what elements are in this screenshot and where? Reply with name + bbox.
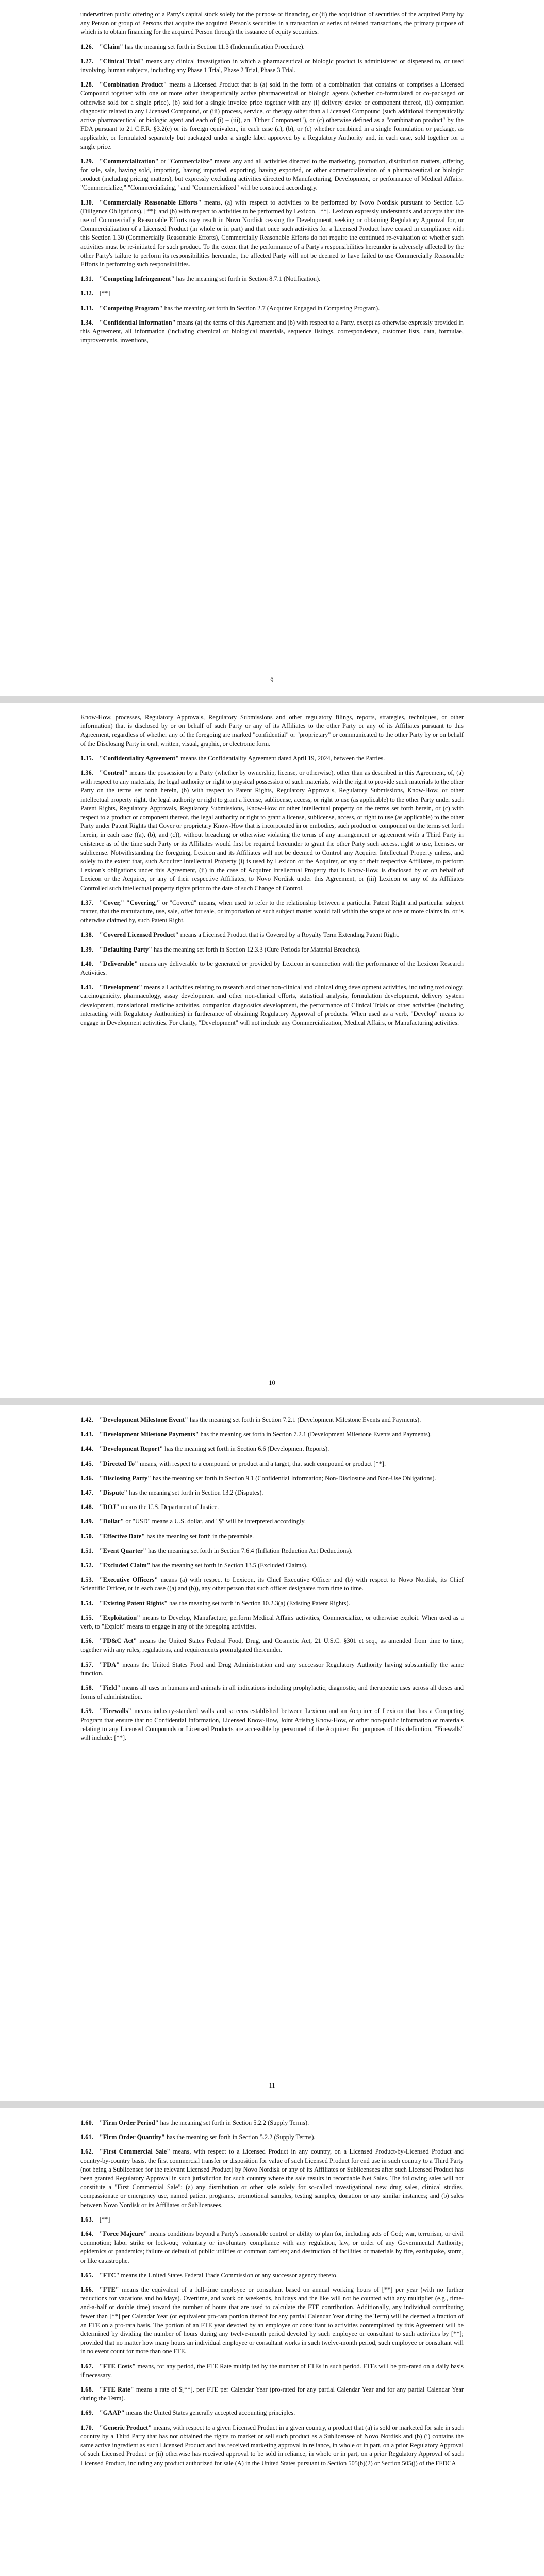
definition-text: has the meaning set forth in Section 7.2.1 (Development Milestone Events and Payments). [188,1416,421,1423]
defined-term: "Development Milestone Event" [99,1416,188,1423]
defined-term: "Defaulting Party" [99,945,152,953]
defined-term: "Firewalls" [99,1707,132,1715]
definition-paragraph [80,2133,464,2142]
definition-paragraph [80,2285,464,2357]
definition-text: means, with respect to a given Licensed Product in a given country, a product that (a) is sold or marketed for sale in such country by a Third Party that has not obtained the rights to market or sell such product as a Sublicensee of Novo Nordisk and (b) (i) contains the same active ingredient as such Licensed Product and has received marketing approval in reliance, in whole or in part, on a prior Regulatory Approval of such Licensed Product or (ii) otherwise has received approval to be sold in reliance, in whole or in part, on a prior Regulatory Approval of such Licensed Product, including any product authorized for sale (A) in the United States pursuant to Section 505(b)(2) or Section 505(j) of the FFDCA [80,2424,464,2467]
defined-term: "Directed To" [99,1460,138,1467]
section-number: 1.69. [80,2409,93,2417]
definition-text: means the United States Federal Trade Commission or any successor agency thereto. [119,2271,338,2279]
document-page [0,0,544,696]
definition-paragraph [80,769,464,893]
section-number: 1.49. [80,1518,93,1526]
defined-term: "Executive Officers" [99,1576,158,1584]
definition-paragraph [80,945,464,954]
definition-text: means, with respect to a Licensed Product in any country, on a Licensed Product-by-Licensed Product and country-by-country basis, the first commercial transfer or disposition for value of such Licensed Product for end use in such country to a Third Party (not being a Sublicensee for the relevant Licensed Product) by Novo Nordisk or any of its Affiliates or Sublicensees after such Licensed Product has been granted Regulatory Approval in such jurisdiction for such country where the sale results in recordable Net Sales. The following sales will not constitute a "First Commercial Sale": (a) any distribution or other sale solely for so-called investigational new drug sales, clinical studies, compassionate or emergency use, named patient programs, promotional samples, testing samples, donation or any similar instances; and (b) sales between Novo Nordisk or its Affiliates or Sublicensees. [80,2148,464,2209]
defined-term: "Control" [99,769,128,777]
section-number: 1.26. [80,43,93,50]
defined-term: "Cover," "Covering," [99,899,160,906]
definition-paragraph [80,1660,464,1678]
definition-paragraph [80,1416,464,1425]
definition-text: has the meaning set forth in Section 10.2.3(a) (Existing Patent Rights). [167,1599,350,1607]
definition-paragraph [80,2409,464,2417]
defined-term: "FTC" [99,2271,120,2279]
section-number: 1.56. [80,1637,93,1645]
page-number: 10 [269,1379,275,1386]
definition-paragraph [80,754,464,763]
section-number: 1.30. [80,198,93,206]
definition-paragraph [80,1614,464,1631]
page-number: 11 [269,2082,275,2089]
definition-text: [**] [99,2215,110,2223]
definition-text: or "Commercialize" means any and all activities directed to the marketing, promotion, distribution matters, offering for sale, sale, having sold, importing, having imported, exporting, having exported, or other commercialization of a pharmaceutical or biologic product (including pricing matters), but expressly excluding activities directed to Manufacturing, Development, or performance of Medical Affairs. "Commercialize," "Commercializing," and "Commercialized" will be construed accordingly. [80,157,464,192]
section-number: 1.51. [80,1547,93,1554]
definition-paragraph [80,1532,464,1541]
definition-text: underwritten public offering of a Party's capital stock solely for the purpose of financing, or (ii) the acquisition of securities of the acquired Party by any Person or group of Persons that acquire the acquired Person's securities in a transaction or series of related transactions, the primary purpose of which is to obtain financing for the acquired Person through the issuance of equity securities. [80,11,464,36]
defined-term: "FTE Costs" [99,2362,136,2370]
definition-paragraph [80,1445,464,1453]
definition-text: means, (a) with respect to activities to be performed by Novo Nordisk pursuant to Section 6.5 (Diligence Obligations), [**]; and (b) with respect to activities to be performed by Lexicon, [**]. Lexicon expressly understands and accepts that the use of Commercially Reasonable Efforts may result in Novo Nordisk ceasing the Development, seeking or obtaining Regulatory Approval for, or Commercialization of a Licensed Product (in whole or in part) and that once such activities for a Licensed Product have ceased in compliance with this Section 1.30 (Commercially Reasonable Efforts), Commercially Reasonable Efforts do not require the continued re-evaluation of whether such activities must be re-initiated for such product. To the extent that the performance of a Party's responsibilities hereunder is adversely affected by the other Party's failure to perform its responsibilities hereunder, the affected Party will not be deemed to have failed to use Commercially Reasonable Efforts in performing such responsibilities. [80,198,464,268]
definition-paragraph [80,1637,464,1654]
defined-term: "First Commercial Sale" [99,2148,171,2156]
defined-term: "Disclosing Party" [99,1474,151,1482]
definition-text: means conditions beyond a Party's reasonable control or ability to plan for, including acts of God; war, terrorism, or civil commotion; labor strike or lock-out; voluntary or involuntary compliance with any regulation, law, or order of any Governmental Authority; epidemics or pandemics; failure or default of public utilities or common carriers; and destruction of facilities or materials by fire, earthquake, storm, or like catastrophe. [80,2230,464,2264]
definition-text: means the United States Federal Food, Drug, and Cosmetic Act, 21 U.S.C. §301 et seq., as amended from time to time, together with any rules, regulations, and requirements promulgated thereunder. [80,1637,464,1654]
definition-text: means all uses in humans and animals in all indications including prophylactic, diagnostic, and therapeutic uses across all doses and forms of administration. [80,1684,464,1701]
section-number: 1.34. [80,318,93,326]
definition-paragraph [80,304,464,313]
defined-term: "Deliverable" [99,960,138,968]
definition-paragraph [80,930,464,939]
section-number: 1.40. [80,960,93,968]
definition-paragraph [80,1488,464,1497]
definition-text: means a Licensed Product that is (a) sold in the form of a combination that contains or comprises a Licensed Compound together with one or more other therapeutically active pharmaceutical or biologic agents (whether co-formulated or co-packaged or otherwise sold for a single price), (b) sold for a single invoice price together with any (i) delivery device or component thereof, (ii) companion diagnostic related to any Licensed Compound, or (iii) process, service, or therapy other than a Licensed Compound (such additional therapeutically active pharmaceutical or biologic agent and each of (i) – (iii), an "Other Component"), or (c) otherwise defined as a "combination product" by the FDA pursuant to 21 C.F.R. §3.2(e) or its foreign equivalent, in each case (a), (b), or (c) whether combined in a single formulation or package, as applicable, or formulated separately but packaged under a single label approved by a Regulatory Authority and, in each case, sold together for a single price. [80,81,464,150]
definition-text: has the meaning set forth in Section 2.7 (Acquirer Engaged in Competing Program). [162,304,380,312]
defined-term: "Development Milestone Payments" [99,1431,199,1438]
document-page [0,1405,544,2101]
definition-paragraph [80,713,464,749]
section-number: 1.65. [80,2271,93,2279]
definition-paragraph [80,1707,464,1742]
section-number: 1.55. [80,1614,93,1621]
definition-paragraph [80,1561,464,1570]
defined-term: "Confidential Information" [99,318,176,326]
definition-text: means any deliverable to be generated or provided by Lexicon in connection with the performance of the Lexicon Research Activities. [80,960,464,977]
definition-paragraph [80,2215,464,2224]
definition-text: has the meaning set forth in Section 5.2.2 (Supply Terms). [158,2119,309,2126]
definition-paragraph [80,1684,464,1701]
definition-paragraph [80,2362,464,2380]
section-number: 1.27. [80,57,93,65]
section-number: 1.31. [80,275,93,283]
definition-paragraph [80,983,464,1027]
section-number: 1.43. [80,1431,93,1438]
defined-term: "Commercially Reasonable Efforts" [99,198,202,206]
definition-paragraph [80,1599,464,1608]
definition-text: means (a) with respect to Lexicon, its Chief Executive Officer and (b) with respect to Novo Nordisk, its Chief Scientific Officer, or in each case ((a) and (b)), any other person that such officer designates from time to time. [80,1576,464,1592]
definition-text: means the United States Food and Drug Administration and any successor Regulatory Authority having substantially the same function. [80,1660,464,1677]
section-number: 1.39. [80,945,93,953]
section-number: 1.41. [80,984,93,991]
defined-term: "Dispute" [99,1489,128,1497]
section-number: 1.68. [80,2386,93,2394]
definition-text: means the possession by a Party (whether by ownership, license, or otherwise), other than as described in this Agreement, of, (a) with respect to any materials, the legal authority or right to physical possession of such materials, with the right to provide such materials to the other Party on the terms set forth herein, (b) with respect to Patent Rights, Regulatory Approvals, Regulatory Submissions, Know-How, or other intellectual property right, the legal authority or right to grant a license, sublicense, access, or right to use (as applicable) to the other Party under such Patent Rights, Regulatory Approvals, Regulatory Submissions, Know-How or other intellectual property on the terms set forth herein, or (c) with respect to a product or component thereof, the legal authority or right to grant a license, sublicense, access, or right to use (as applicable) to the other Party under Patent Rights that Cover or proprietary Know-How that is incorporated in or embodies, such product or component on the terms set forth herein, in each case ((a), (b), and (c)), without breaching or otherwise violating the terms of any arrangement or agreement with a Third Party in existence as of the time such Party or its Affiliates would first be required hereunder to grant the other Party such access, right to use, licenses, or sublicense. Notwithstanding the foregoing, Lexicon and its Affiliates will not be deemed to Control any Acquirer Intellectual Property unless, and solely to the extent that, such Acquirer Intellectual Property (i) is used by Lexicon or the Acquirer, or any of their respective Affiliates, to perform Lexicon's obligations under this Agreement, (ii) in the case of Acquirer Intellectual Property that is Know-How, is disclosed by or on behalf of Lexicon or the Acquirer, or any of their respective Affiliates, to Novo Nordisk under this Agreement, or (iii) Lexicon or any of its Affiliates Controlled such intellectual property rights prior to the date of such Change of Control. [80,769,464,892]
section-number: 1.63. [80,2215,93,2223]
defined-term: "Development Report" [99,1445,163,1453]
page-number: 9 [270,676,274,684]
section-number: 1.52. [80,1562,93,1569]
section-number: 1.32. [80,290,93,297]
defined-term: "Existing Patent Rights" [99,1599,168,1607]
definition-paragraph [80,1503,464,1512]
definition-text: has the meaning set forth in Section 9.1 (Confidential Information; Non-Disclosure and Non-Use Obligations). [151,1474,436,1482]
defined-term: "FTE" [99,2286,119,2294]
section-number: 1.38. [80,931,93,939]
defined-term: "Competing Program" [99,304,163,312]
definition-paragraph [80,318,464,345]
defined-term: "Covered Licensed Product" [99,931,179,939]
definition-text: or "Covered" means, when used to refer to the relationship between a particular Patent Right and particular subject matter, that the manufacture, use, sale, offer for sale, or importation of such subject matter would fall within the scope of one or more claims in, or is otherwise claimed by, such Patent Right. [80,899,464,924]
definition-text: has the meaning set forth in Section 13.5 (Excluded Claims). [150,1562,308,1569]
definition-paragraph [80,2119,464,2127]
definition-paragraph [80,2271,464,2280]
section-number: 1.57. [80,1660,93,1668]
defined-term: "FTE Rate" [99,2386,134,2394]
section-number: 1.53. [80,1576,93,1584]
definition-paragraph [80,960,464,977]
section-number: 1.59. [80,1707,93,1715]
defined-term: "Claim" [99,43,123,50]
section-number: 1.62. [80,2148,93,2156]
definition-paragraph [80,289,464,298]
definition-text: [**] [99,290,110,297]
definition-paragraph [80,157,464,193]
definition-paragraph [80,1517,464,1526]
definition-text: means the Confidentiality Agreement dated April 19, 2024, between the Parties. [179,754,385,762]
section-number: 1.48. [80,1503,93,1511]
defined-term: "Event Quarter" [99,1547,146,1554]
section-number: 1.64. [80,2230,93,2238]
definition-text: means a Licensed Product that is Covered by a Royalty Term Extending Patent Right. [178,931,400,939]
definition-text: has the meaning set forth in Section 5.2.2 (Supply Terms). [164,2133,316,2141]
section-number: 1.29. [80,157,93,165]
definition-text: means the equivalent of a full-time employee or consultant based on annual working hours of [**] per year (with no further reductions for vacations and holidays). Overtime, and work on weekends, holidays and the like will not be counted with any multiplier (e.g., time-and-a-half or double time) toward the number of hours that are used to calculate the FTE contribution. Additionally, any individual contributing fewer than [**] per Calendar Year (or equivalent pro-rata portion thereof for any partial Calendar Year during the Term) will be deemed a fraction of an FTE on a pro-rata basis. The portion of an FTE year devoted by an employee or consultant to activities contemplated by this Agreement will be determined by dividing the number of hours during any twelve-month period devoted by such employee or consultant to such activities by [**]; provided that no matter how many hours an individual employee or consultant works in such twelve-month period, such employee or consultant will in no event count for more than one FTE. [80,2286,464,2355]
definition-paragraph [80,2147,464,2209]
definition-text: or "USD" means a U.S. dollar, and "$" will be interpreted accordingly. [124,1518,306,1526]
definition-text: means, with respect to a compound or product and a target, that such compound or product [**]. [138,1460,386,1467]
definition-paragraph [80,10,464,37]
defined-term: "Firm Order Quantity" [99,2133,165,2141]
section-number: 1.60. [80,2119,93,2126]
definition-text: means, for any period, the FTE Rate multiplied by the number of FTEs in such period. FTEs will be pro-rated on a daily basis if necessary. [80,2362,464,2379]
definition-text: has the meaning set forth in Section 8.7.1 (Notification). [174,275,321,283]
definition-paragraph [80,1430,464,1439]
section-number: 1.36. [80,769,93,777]
defined-term: "Competing Infringement" [99,275,175,283]
defined-term: "FD&C Act" [99,1637,137,1645]
defined-term: "DOJ" [99,1503,120,1511]
definition-paragraph [80,275,464,283]
definition-text: has the meaning set forth in Section 11.3 (Indemnification Procedure). [123,43,305,50]
definition-paragraph [80,43,464,52]
defined-term: "FDA" [99,1660,120,1668]
defined-term: "Force Majeure" [99,2230,147,2238]
definition-paragraph [80,2385,464,2403]
definition-text: means a rate of $[**], per FTE per Calendar Year (pro-rated for any partial Calendar Year and for any partial Calendar Year during the Term). [80,2386,464,2402]
defined-term: "Confidentiality Agreement" [99,754,179,762]
document-page [0,2108,544,2576]
definition-text: has the meaning set forth in Section 6.6 (Development Reports). [163,1445,329,1453]
definition-text: has the meaning set forth in Section 7.6.4 (Inflation Reduction Act Deductions). [146,1547,353,1554]
definition-paragraph [80,2424,464,2468]
section-number: 1.37. [80,899,93,906]
defined-term: "Excluded Claim" [99,1562,151,1569]
section-number: 1.66. [80,2286,93,2294]
section-number: 1.35. [80,754,93,762]
section-number: 1.33. [80,304,93,312]
definition-paragraph [80,2230,464,2265]
defined-term: "Firm Order Period" [99,2119,159,2126]
defined-term: "Field" [99,1684,121,1692]
defined-term: "Clinical Trial" [99,57,144,65]
definition-text: has the meaning set forth in Section 7.2.1 (Development Milestone Events and Payments). [199,1431,432,1438]
definition-text: means the United States generally accepted accounting principles. [124,2409,295,2417]
definition-text: has the meaning set forth in Section 12.3.3 (Cure Periods for Material Breaches). [152,945,361,953]
definition-paragraph [80,899,464,925]
definition-text: Know-How, processes, Regulatory Approvals, Regulatory Submissions and other regulatory filings, reports, strategies, techniques, or other information) that is disclosed by or on behalf of such Party or any of its Affiliates to the other Party or any of its Affiliates pursuant to this Agreement, regardless of whether any of the foregoing are marked "confidential" or "proprietary" or communicated to the other Party by or on behalf of the Disclosing Party in oral, written, visual, graphic, or electronic form. [80,714,464,748]
definition-text: means all activities relating to research and other non-clinical and clinical drug development activities, including toxicology, carcinogenicity, pharmacology, assay development and other non-clinical efforts, statistical analysis, formulation development, delivery system development, translational medicine activities, companion diagnostics development, the performance of Clinical Trials or other activities (including interacting with Regulatory Authorities) in furtherance of obtaining Regulatory Approval of products. When used as a verb, "Develop" means to engage in Development activities. For clarity, "Development" will not include any Commercialization, Medical Affairs, or Manufacturing activities. [80,984,464,1027]
definition-paragraph [80,198,464,269]
definition-text: means any clinical investigation in which a pharmaceutical or biologic product is administered or dispensed to, or used involving, human subjects, including any Phase 1 Trial, Phase 2 Trial, Phase 3 Trial. [80,57,464,74]
definition-text: has the meaning set forth in the preamble. [145,1532,254,1540]
defined-term: "Exploitation" [99,1614,140,1621]
defined-term: "Dollar" [99,1518,124,1526]
defined-term: "GAAP" [99,2409,125,2417]
section-number: 1.45. [80,1460,93,1467]
section-number: 1.67. [80,2362,93,2370]
definition-paragraph [80,1460,464,1468]
section-number: 1.28. [80,81,93,89]
definition-text: means (a) the terms of this Agreement and (b) with respect to a Party, except as otherwise expressly provided in this Agreement, all information (including chemical or biological materials, sequence listings, correspondence, customer lists, data, formulae, improvements, inventions, [80,318,464,344]
definition-paragraph [80,1547,464,1555]
definition-paragraph [80,1474,464,1483]
section-number: 1.61. [80,2133,93,2141]
defined-term: "Effective Date" [99,1532,145,1540]
defined-term: "Development" [99,984,143,991]
document-page [0,703,544,1398]
section-number: 1.42. [80,1416,93,1423]
definition-paragraph [80,57,464,75]
defined-term: "Generic Product" [99,2424,152,2431]
section-number: 1.70. [80,2424,93,2431]
definition-paragraph [80,80,464,151]
section-number: 1.47. [80,1489,93,1497]
section-number: 1.46. [80,1474,93,1482]
section-number: 1.58. [80,1684,93,1692]
definition-text: means to Develop, Manufacture, perform Medical Affairs activities, Commercialize, or otherwise exploit. When used as a verb, to "Exploit" means to engage in any of the foregoing activities. [80,1614,464,1631]
section-number: 1.44. [80,1445,93,1453]
defined-term: "Combination Product" [99,81,167,89]
definition-text: has the meaning set forth in Section 13.2 (Disputes). [127,1489,263,1497]
defined-term: "Commercialization" [99,157,159,165]
definition-text: means industry-standard walls and screens established between Lexicon and an Acquirer of Lexicon that has a Competing Program that ensure that no Confidential Information, Licensed Know-How, Joint Arising Know-How, or other non-public information or materials relating to any Licensed Compounds or Licensed Products are accessible by personnel of the Acquirer. For purposes of this definition, "Firewalls" will include: [**]. [80,1707,464,1742]
definition-paragraph [80,1575,464,1593]
section-number: 1.50. [80,1532,93,1540]
definition-text: means the U.S. Department of Justice. [119,1503,219,1511]
section-number: 1.54. [80,1599,93,1607]
